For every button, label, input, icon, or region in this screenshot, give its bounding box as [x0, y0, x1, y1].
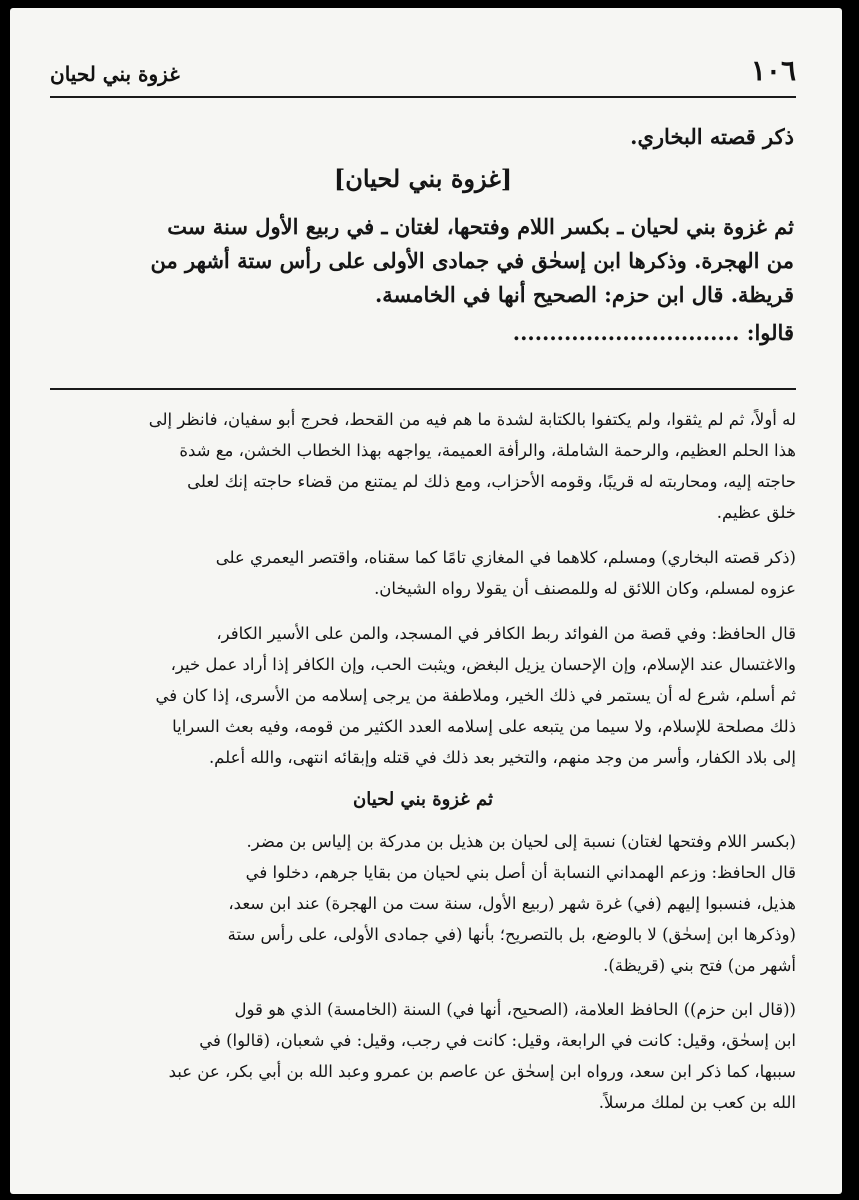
commentary-line: ((قال ابن حزم)) الحافظ العلامة، (الصحيح، أنها في) السنة (الخامسة) الذي هو قول — [234, 1000, 796, 1019]
commentary-line: إلى بلاد الكفار، وأسر من وجد منهم، والتخير بعد ذلك في قتله وإبقائه انتهى، والله أعلم. — [208, 748, 796, 767]
section-heading: [غزوة بني لحيان] — [333, 164, 513, 193]
main-line: قريظة. قال ابن حزم: الصحيح أنها في الخامسة. — [374, 282, 794, 307]
commentary-line: عزوه لمسلم، وكان اللائق له وللمصنف أن يقولا رواه الشيخان. — [374, 579, 796, 598]
commentary-line: ابن إسحٰق، وقيل: كانت في الرابعة، وقيل: كانت في رجب، وقيل: في شعبان، (قالوا) في — [199, 1031, 796, 1050]
commentary-heading: ثم غزوة بني لحيان — [353, 789, 493, 810]
commentary-line: قال الحافظ: وفي قصة من الفوائد ربط الكافر في المسجد، والمن على الأسير الكافر، — [216, 624, 796, 643]
commentary-line: خلق عظيم. — [716, 503, 796, 522]
commentary-line: أشهر من) فتح بني (قريظة). — [603, 956, 796, 975]
commentary-text — [50, 404, 796, 1174]
commentary-line: (ذكر قصته البخاري) ومسلم، كلاهما في المغازي تامًا كما سقناه، واقتصر اليعمري على — [215, 548, 796, 567]
page-header — [50, 48, 796, 98]
book-page — [10, 8, 842, 1194]
commentary-line: والاغتسال عند الإسلام، وإن الإحسان يزيل البغض، ويثبت الحب، وإن الكافر إذا أراد عمل خير، — [170, 655, 796, 674]
commentary-line: (بكسر اللام وفتحها لغتان) نسبة إلى لحيان بن هذيل بن مدركة بن إلياس بن مضر. — [246, 832, 796, 851]
commentary-line: هذا الحلم العظيم، والرحمة الشاملة، والرأفة العميمة، يواجهه بهذا الخطاب الخشن، مع شدة — [179, 441, 796, 460]
page-number: ١٠٦ — [750, 54, 796, 87]
running-title: غزوة بني لحيان — [50, 62, 180, 86]
main-line: ذكر قصته البخاري. — [630, 124, 794, 149]
main-line: ثم غزوة بني لحيان ـ بكسر اللام وفتحها، لغتان ـ في ربيع الأول سنة ست — [167, 214, 794, 239]
commentary-line: ذلك مصلحة للإسلام، ولا سيما من يتبعه على إسلامه العدد الكثير من قومه، وفيه بعث السرايا — [172, 717, 796, 736]
commentary-line: حاجته إليه، ومحاربته له قريبًا، وقومه الأحزاب، ومع ذلك لم يمتنع من قضاء حاجته إنك لعلى — [187, 472, 796, 491]
main-line: قالوا: ............................... — [512, 320, 794, 345]
main-line: من الهجرة. وذكرها ابن إسحٰق في جمادى الأولى على رأس ستة أشهر من — [150, 248, 794, 273]
footnote-divider — [50, 388, 796, 390]
commentary-line: (وذكرها ابن إسحٰق) لا بالوضع، بل بالتصريح؛ بأنها (في جمادى الأولى، على رأس ستة — [227, 925, 796, 944]
commentary-line: قال الحافظ: وزعم الهمداني النسابة أن أصل بني لحيان من بقايا جرهم، دخلوا في — [245, 863, 796, 882]
main-text — [52, 120, 794, 380]
commentary-line: ثم أسلم، شرع له أن يستمر في ذلك الخير، وملاطفة من يرجى إسلامه من الأسرى، إذا كان في — [155, 686, 796, 705]
commentary-line: هذيل، فنسبوا إليهم (في) غرة شهر (ربيع الأول، سنة ست من الهجرة) عند ابن سعد، — [228, 894, 796, 913]
commentary-line: سببها، كما ذكر ابن سعد، ورواه ابن إسحٰق عن عاصم بن عمرو وعبد الله بن أبي بكر، عن عبد — [168, 1062, 796, 1081]
commentary-line: له أولاً، ثم لم يثقوا، ولم يكتفوا بالكتابة لشدة ما هم فيه من القحط، فحرج أبو سفيان، فانظر إلى — [148, 410, 796, 429]
commentary-line: الله بن كعب بن لملك مرسلاً. — [598, 1093, 796, 1112]
